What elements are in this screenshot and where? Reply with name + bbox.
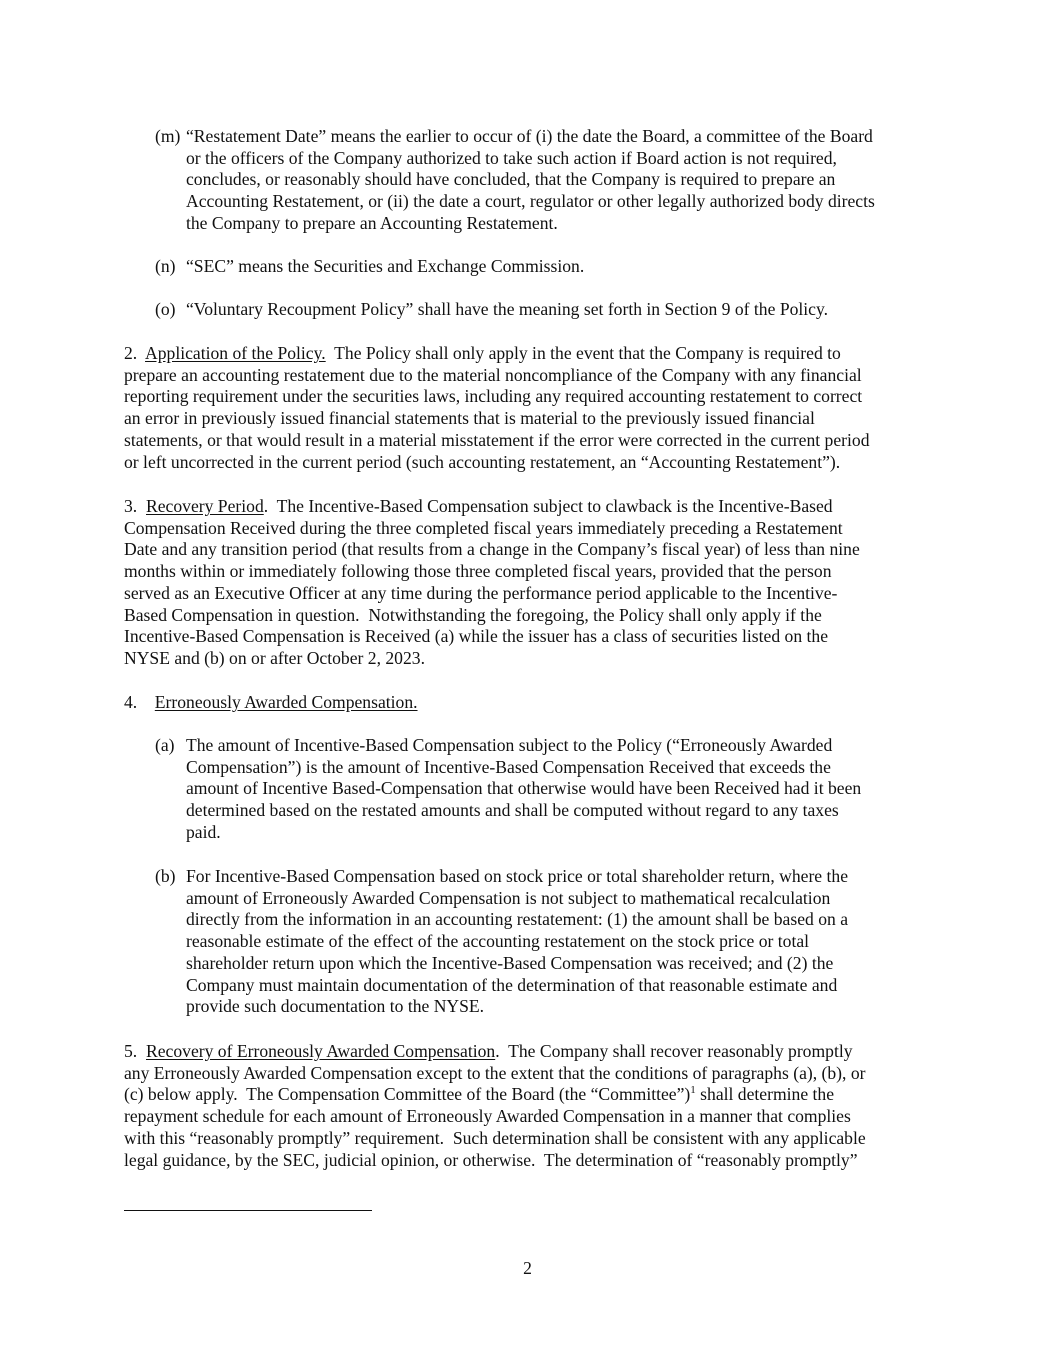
definition-n-text [186, 256, 584, 278]
text-line: Based Compensation in question. Notwithstanding the foregoing, the Policy shall only apply if the [124, 604, 822, 625]
text-line: or the officers of the Company authorized to take such action if Board action is not required, [186, 147, 837, 168]
section-2-application [124, 343, 870, 473]
text-line: directly from the information in an accounting restatement: (1) the amount shall be based on a [186, 909, 848, 930]
section-5-recovery [124, 1041, 866, 1171]
text-line: an error in previously issued financial statements that is material to the previously issued financial [124, 408, 815, 429]
text: . The Incentive-Based Compensation subject to clawback is the Incentive-Based [263, 496, 833, 516]
text-line: Date and any transition period (that results from a change in the Company’s fiscal year) of less than nine [124, 539, 860, 560]
text-line: shareholder return upon which the Incentive-Based Compensation was received; and (2) the [186, 952, 834, 973]
section-4-erroneously-awarded [124, 692, 418, 714]
text: . The Company shall recover reasonably promptly [495, 1041, 853, 1061]
text-line: repayment schedule for each amount of Erroneously Awarded Compensation in a manner that complies [124, 1106, 851, 1127]
text: The Policy shall only apply in the event that the Company is required to [325, 343, 841, 363]
text-line: any Erroneously Awarded Compensation except to the extent that the conditions of paragraphs (a), (b), or [124, 1062, 866, 1083]
page-number: 2 [523, 1258, 532, 1278]
text-line: “Restatement Date” means the earlier to occur of (i) the date the Board, a committee of the Board [186, 126, 873, 146]
text-line: legal guidance, by the SEC, judicial opinion, or otherwise. The determination of “reasonably promptly” [124, 1149, 858, 1170]
text-line: NYSE and (b) on or after October 2, 2023. [124, 647, 425, 668]
text: (c) below apply. The Compensation Committee of the Board (the “Committee”) [124, 1084, 691, 1105]
text-line [124, 692, 418, 714]
text-line: For Incentive-Based Compensation based on stock price or total shareholder return, where the [186, 866, 848, 886]
text-line: Compensation Received during the three completed fiscal years immediately preceding a Restatement [124, 517, 843, 538]
text-line [124, 343, 870, 365]
section-heading: Recovery Period [146, 496, 264, 516]
text-line: reasonable estimate of the effect of the accounting restatement on the stock price or total [186, 931, 810, 952]
definition-n-label: (n) [155, 256, 176, 276]
text-line: the Company to prepare an Accounting Restatement. [186, 212, 558, 233]
text-line: Company must maintain documentation of the determination of that reasonable estimate and [186, 974, 838, 995]
text-line: amount of Erroneously Awarded Compensation is not subject to mathematical recalculation [186, 887, 831, 908]
footnote-reference: 1 [690, 1084, 696, 1097]
text-line: prepare an accounting restatement due to the material noncompliance of the Company with any financial [124, 364, 862, 385]
text-line: The amount of Incentive-Based Compensation subject to the Policy (“Erroneously Awarded [186, 735, 833, 755]
section-heading: Recovery of Erroneously Awarded Compensation [146, 1041, 496, 1061]
text-line [124, 1041, 866, 1063]
definition-o-label: (o) [155, 299, 176, 319]
item-b-text [186, 866, 848, 1018]
text-line: concludes, or reasonably should have concluded, that the Company is required to prepare an [186, 169, 836, 190]
text-line: Compensation”) is the amount of Incentive-Based Compensation Received that exceeds the [186, 756, 831, 777]
text: shall determine the [695, 1084, 835, 1105]
section-heading: Erroneously Awarded Compensation. [154, 692, 418, 712]
text-line: Accounting Restatement, or (ii) the date a court, regulator or other legally authorized body directs [186, 191, 875, 212]
text-line: provide such documentation to the NYSE. [186, 996, 485, 1017]
section-3-recovery-period [124, 496, 860, 670]
section-number: 4. [124, 692, 155, 712]
text-line: “SEC” means the Securities and Exchange Commission. [186, 256, 585, 276]
text-line: served as an Executive Officer at any time during the performance period applicable to the Incentive- [124, 582, 838, 603]
definition-o-text [186, 299, 828, 321]
section-number: 3. [124, 496, 146, 516]
text-line: with this “reasonably promptly” requirement. Such determination shall be consistent with any applicable [124, 1127, 866, 1148]
definition-m-label: (m) [155, 126, 181, 146]
section-number: 5. [124, 1041, 146, 1061]
text-line: “Voluntary Recoupment Policy” shall have the meaning set forth in Section 9 of the Policy. [186, 299, 829, 319]
text-line: paid. [186, 821, 221, 842]
item-b-label: (b) [155, 866, 176, 886]
text-line: months within or immediately following those three completed fiscal years, provided that the person [124, 561, 832, 582]
text-line [124, 496, 860, 518]
text-line [124, 1084, 866, 1106]
text-line: amount of Incentive Based-Compensation that otherwise would have been Received had it been [186, 778, 862, 799]
item-a-text [186, 735, 861, 844]
section-number: 2. [124, 343, 146, 363]
text-line: or left uncorrected in the current period (such accounting restatement, an “Accounting Restatement”). [124, 451, 841, 472]
item-a-label: (a) [155, 735, 175, 755]
section-heading: Application of the Policy. [145, 343, 326, 363]
footnote-divider [124, 1210, 372, 1211]
text-line: statements, or that would result in a material misstatement if the error were corrected in the current period [124, 429, 870, 450]
definition-m-text [186, 126, 875, 235]
text-line: reporting requirement under the securities laws, including any required accounting restatement to correct [124, 386, 863, 407]
text-line: determined based on the restated amounts and shall be computed without regard to any taxes [186, 800, 839, 821]
text-line: Incentive-Based Compensation is Received (a) while the issuer has a class of securities listed on the [124, 626, 829, 647]
